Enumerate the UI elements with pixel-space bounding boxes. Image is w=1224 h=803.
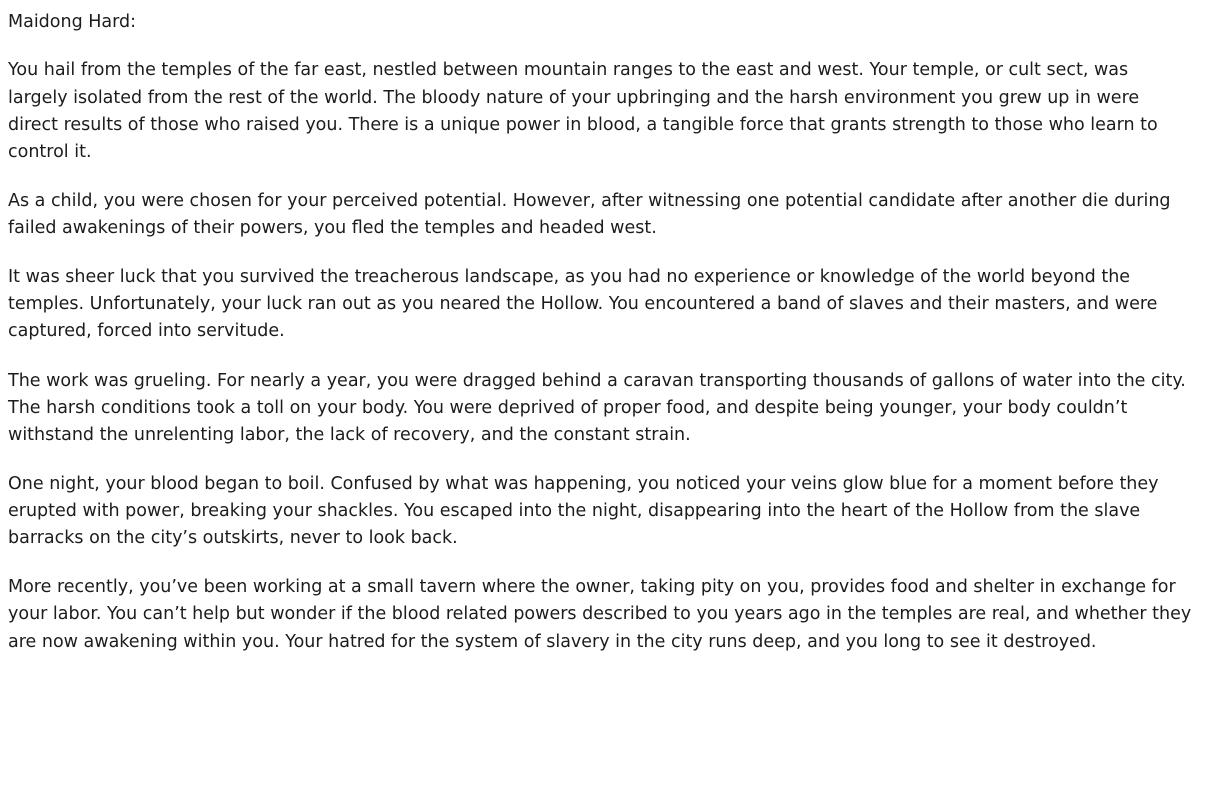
document-heading: Maidong Hard: (8, 12, 137, 32)
paragraph-6: More recently, you’ve been working at a small tavern where the owner, taking pity on you, provides food and shelter in exchange for your labor. You can’t help but wonder if the blood related powers described to you years ago in the temples are real, and whether they are now awakening within you. Your hatred for the system of slavery in the city runs deep, and you long to see it destroyed. (8, 577, 1192, 652)
paragraph-3: It was sheer luck that you survived the treacherous landscape, as you had no experience or knowledge of the world beyond the temples. Unfortunately, your luck ran out as you neared the Hollow. You encountered a band of slaves and their masters, and were captured, forced into servitude. (8, 267, 1158, 342)
paragraph-1: You hail from the temples of the far east, nestled between mountain ranges to the east and west. Your temple, or cult sect, was largely isolated from the rest of the world. The bloody nature of your upbringing and the harsh environment you grew up in were direct results of those who raised you. There is a unique power in blood, a tangible force that grants strength to those who learn to control it. (8, 60, 1158, 162)
paragraph-4: The work was grueling. For nearly a year, you were dragged behind a caravan transporting thousands of gallons of water into the city. The harsh conditions took a toll on your body. You were deprived of proper food, and despite being younger, your body couldn’t withstand the unrelenting labor, the lack of recovery, and the constant strain. (8, 370, 1186, 445)
paragraph-5: One night, your blood began to boil. Confused by what was happening, you noticed your veins glow blue for a moment before they erupted with power, breaking your shackles. You escaped into the night, disappearing into the heart of the Hollow from the slave barracks on the city’s outskirts, never to look back. (8, 473, 1159, 549)
paragraph-2: As a child, you were chosen for your perceived potential. However, after witnessing one potential candidate after another die during failed awakenings of their powers, you fled the temples and headed west. (8, 190, 1171, 238)
